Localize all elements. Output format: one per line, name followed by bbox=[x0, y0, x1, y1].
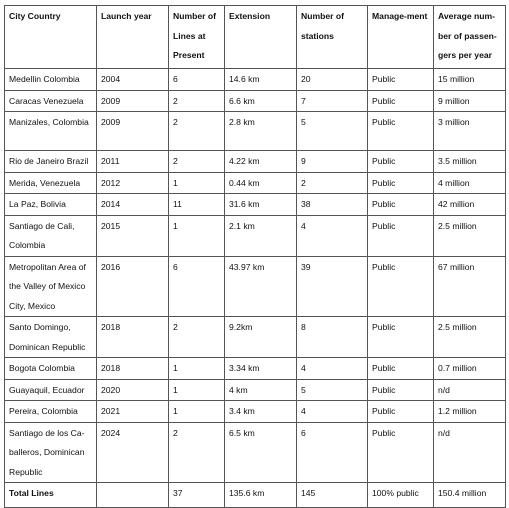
cell-number-of-stations: 8 bbox=[297, 317, 368, 358]
cell-extension: 14.6 km bbox=[225, 69, 297, 91]
cell-management: Public bbox=[368, 317, 434, 358]
cell-extension: 9.2km bbox=[225, 317, 297, 358]
cell-extension: 4.22 km bbox=[225, 151, 297, 173]
cell-city-country: Guayaquil, Ecuador bbox=[5, 379, 97, 401]
header-row bbox=[5, 6, 506, 69]
cell-extension: 2.1 km bbox=[225, 215, 297, 256]
cell-number-of-stations: 5 bbox=[297, 112, 368, 151]
cell-launch-year: 2021 bbox=[97, 401, 169, 423]
cell-city-country: Santiago de los Ca-balleros, Dominican Republic bbox=[5, 422, 97, 483]
table-row bbox=[5, 317, 506, 358]
cell-number-of-lines: 1 bbox=[169, 379, 225, 401]
cell-city-country: Rio de Janeiro Brazil bbox=[5, 151, 97, 173]
table-row bbox=[5, 194, 506, 216]
cell-number-of-stations: 2 bbox=[297, 172, 368, 194]
table-row bbox=[5, 256, 506, 317]
cell-total-passengers: 150.4 million bbox=[434, 483, 506, 508]
cell-extension: 31.6 km bbox=[225, 194, 297, 216]
cell-launch-year: 2024 bbox=[97, 422, 169, 483]
column-header-launch-year: Launch year bbox=[97, 6, 169, 69]
column-header-average-passengers: Average num-ber of passen-gers per year bbox=[434, 6, 506, 69]
cell-city-country: Medellin Colombia bbox=[5, 69, 97, 91]
cell-management: Public bbox=[368, 379, 434, 401]
table-row bbox=[5, 69, 506, 91]
cell-launch-year: 2009 bbox=[97, 112, 169, 151]
table-row bbox=[5, 112, 506, 151]
cell-extension: 3.34 km bbox=[225, 358, 297, 380]
cell-average-passengers: 2.5 million bbox=[434, 317, 506, 358]
cell-number-of-lines: 6 bbox=[169, 256, 225, 317]
cell-number-of-lines: 1 bbox=[169, 215, 225, 256]
column-header-management: Manage-ment bbox=[368, 6, 434, 69]
cell-management: Public bbox=[368, 90, 434, 112]
cell-management: Public bbox=[368, 256, 434, 317]
cell-total-extension: 135.6 km bbox=[225, 483, 297, 508]
cell-launch-year: 2015 bbox=[97, 215, 169, 256]
column-header-number-of-stations: Number of stations bbox=[297, 6, 368, 69]
cell-number-of-lines: 2 bbox=[169, 112, 225, 151]
cable-car-systems-table bbox=[4, 5, 506, 508]
cell-management: Public bbox=[368, 172, 434, 194]
cell-total-launch-year bbox=[97, 483, 169, 508]
cell-management: Public bbox=[368, 69, 434, 91]
cell-number-of-stations: 4 bbox=[297, 401, 368, 423]
cell-extension: 6.6 km bbox=[225, 90, 297, 112]
cell-management: Public bbox=[368, 422, 434, 483]
cell-extension: 2.8 km bbox=[225, 112, 297, 151]
cell-management: Public bbox=[368, 112, 434, 151]
cell-number-of-lines: 2 bbox=[169, 151, 225, 173]
cell-city-country: Santiago de Cali, Colombia bbox=[5, 215, 97, 256]
cell-management: Public bbox=[368, 215, 434, 256]
cell-city-country: Caracas Venezuela bbox=[5, 90, 97, 112]
cell-total-management: 100% public bbox=[368, 483, 434, 508]
cell-extension: 0.44 km bbox=[225, 172, 297, 194]
cell-number-of-lines: 11 bbox=[169, 194, 225, 216]
cell-city-country: Pereira, Colombia bbox=[5, 401, 97, 423]
cell-launch-year: 2011 bbox=[97, 151, 169, 173]
cell-average-passengers: 9 million bbox=[434, 90, 506, 112]
cell-average-passengers: 3 million bbox=[434, 112, 506, 151]
cell-average-passengers: 0.7 million bbox=[434, 358, 506, 380]
cell-number-of-stations: 9 bbox=[297, 151, 368, 173]
cell-management: Public bbox=[368, 194, 434, 216]
table-row bbox=[5, 358, 506, 380]
column-header-city-country: City Country bbox=[5, 6, 97, 69]
cell-number-of-stations: 7 bbox=[297, 90, 368, 112]
cell-launch-year: 2018 bbox=[97, 358, 169, 380]
cell-average-passengers: n/d bbox=[434, 422, 506, 483]
cell-number-of-lines: 6 bbox=[169, 69, 225, 91]
cell-launch-year: 2020 bbox=[97, 379, 169, 401]
cell-total-lines: 37 bbox=[169, 483, 225, 508]
cell-extension: 6.5 km bbox=[225, 422, 297, 483]
cell-average-passengers: 42 million bbox=[434, 194, 506, 216]
cell-average-passengers: n/d bbox=[434, 379, 506, 401]
cell-launch-year: 2016 bbox=[97, 256, 169, 317]
cell-average-passengers: 2.5 million bbox=[434, 215, 506, 256]
cell-launch-year: 2012 bbox=[97, 172, 169, 194]
table-row bbox=[5, 401, 506, 423]
cell-average-passengers: 4 million bbox=[434, 172, 506, 194]
cell-number-of-lines: 2 bbox=[169, 317, 225, 358]
cell-total-stations: 145 bbox=[297, 483, 368, 508]
cell-management: Public bbox=[368, 401, 434, 423]
cell-number-of-stations: 4 bbox=[297, 215, 368, 256]
table-row bbox=[5, 379, 506, 401]
table-row bbox=[5, 422, 506, 483]
cell-number-of-lines: 2 bbox=[169, 422, 225, 483]
cell-number-of-lines: 1 bbox=[169, 358, 225, 380]
column-header-extension: Extension bbox=[225, 6, 297, 69]
total-row bbox=[5, 483, 506, 508]
cell-city-country: Santo Domingo, Dominican Republic bbox=[5, 317, 97, 358]
cell-number-of-lines: 1 bbox=[169, 401, 225, 423]
cell-number-of-stations: 39 bbox=[297, 256, 368, 317]
column-header-number-of-lines: Number of Lines at Present bbox=[169, 6, 225, 69]
cell-average-passengers: 3.5 million bbox=[434, 151, 506, 173]
cell-average-passengers: 67 million bbox=[434, 256, 506, 317]
cell-number-of-stations: 4 bbox=[297, 358, 368, 380]
cell-city-country: Manizales, Colombia bbox=[5, 112, 97, 151]
cell-total-label: Total Lines bbox=[5, 483, 97, 508]
cell-city-country: La Paz, Bolivia bbox=[5, 194, 97, 216]
cell-city-country: Metropolitan Area of the Valley of Mexico City, Mexico bbox=[5, 256, 97, 317]
table-row bbox=[5, 151, 506, 173]
cell-management: Public bbox=[368, 151, 434, 173]
cell-number-of-stations: 20 bbox=[297, 69, 368, 91]
cell-extension: 3.4 km bbox=[225, 401, 297, 423]
cell-number-of-stations: 38 bbox=[297, 194, 368, 216]
cell-number-of-stations: 5 bbox=[297, 379, 368, 401]
cell-number-of-stations: 6 bbox=[297, 422, 368, 483]
table-row bbox=[5, 215, 506, 256]
cell-city-country: Bogota Colombia bbox=[5, 358, 97, 380]
cell-launch-year: 2009 bbox=[97, 90, 169, 112]
cell-launch-year: 2004 bbox=[97, 69, 169, 91]
cell-average-passengers: 15 million bbox=[434, 69, 506, 91]
cell-city-country: Merida, Venezuela bbox=[5, 172, 97, 194]
cell-management: Public bbox=[368, 358, 434, 380]
cell-extension: 43.97 km bbox=[225, 256, 297, 317]
cell-average-passengers: 1.2 million bbox=[434, 401, 506, 423]
cell-number-of-lines: 2 bbox=[169, 90, 225, 112]
cell-number-of-lines: 1 bbox=[169, 172, 225, 194]
cell-extension: 4 km bbox=[225, 379, 297, 401]
cell-launch-year: 2018 bbox=[97, 317, 169, 358]
table-row bbox=[5, 90, 506, 112]
cell-launch-year: 2014 bbox=[97, 194, 169, 216]
table-row bbox=[5, 172, 506, 194]
